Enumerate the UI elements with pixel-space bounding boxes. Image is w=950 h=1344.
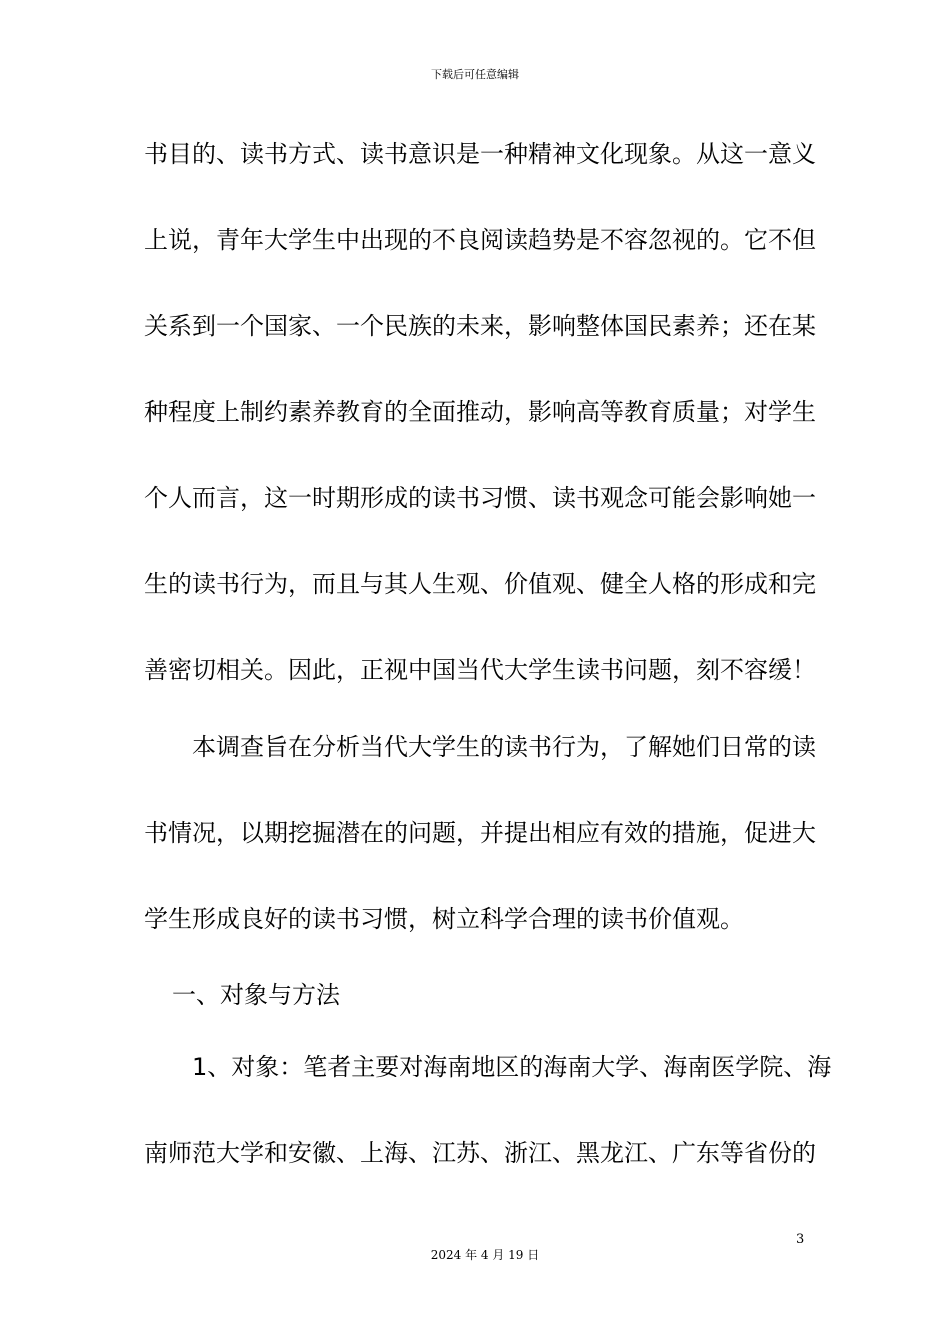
- body-line: 种程度上制约素养教育的全面推动，影响高等教育质量；对学生: [144, 398, 816, 426]
- body-line: 善密切相关。因此，正视中国当代大学生读书问题，刻不容缓！: [144, 656, 816, 684]
- body-line: 关系到一个国家、一个民族的未来，影响整体国民素养；还在某: [144, 312, 816, 340]
- page-number: 3: [796, 1232, 805, 1247]
- body-line: 本调查旨在分析当代大学生的读书行为，了解她们日常的读: [192, 733, 816, 761]
- page-header: 下载后可任意编辑: [431, 68, 519, 81]
- body-line: 南师范大学和安徽、上海、江苏、浙江、黑龙江、广东等省份的: [144, 1139, 816, 1167]
- body-line: 生的读书行为，而且与其人生观、价值观、健全人格的形成和完: [144, 570, 816, 598]
- body-line: 书情况，以期挖掘潜在的问题，并提出相应有效的措施，促进大: [144, 819, 816, 847]
- body-line: 1、对象：笔者主要对海南地区的海南大学、海南医学院、海: [192, 1053, 832, 1081]
- page-footer-date: 2024 年 4 月 19 日: [430, 1248, 540, 1262]
- body-line: 学生形成良好的读书习惯，树立科学合理的读书价值观。: [144, 905, 744, 933]
- body-line: 书目的、读书方式、读书意识是一种精神文化现象。从这一意义: [144, 140, 816, 168]
- body-line: 个人而言，这一时期形成的读书习惯、读书观念可能会影响她一: [144, 484, 816, 512]
- section-heading: 一、对象与方法: [172, 981, 340, 1009]
- body-line: 上说，青年大学生中出现的不良阅读趋势是不容忽视的。它不但: [144, 226, 816, 254]
